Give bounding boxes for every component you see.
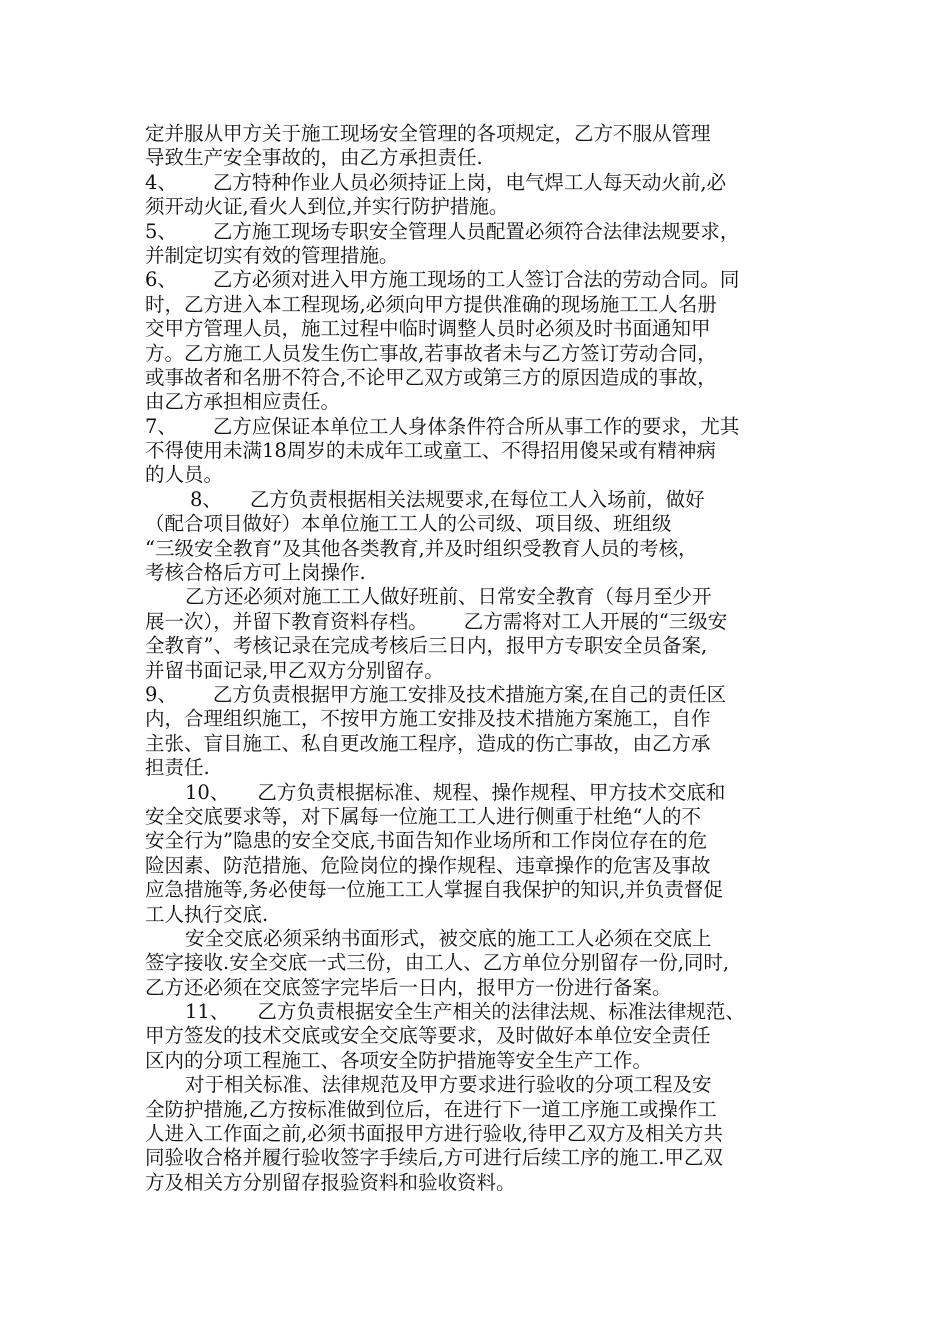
text-line: 全防护措施,乙方按标准做到位后，在进行下一道工序施工或操作工 — [145, 1097, 717, 1121]
text-line: 签字接收.安全交底一式三份，由工人、乙方单位分别留存一份,同时, — [145, 951, 730, 975]
text-line: 安全交底必须采纳书面形式，被交底的施工工人必须在交底上 — [185, 926, 712, 950]
clause-6 — [145, 268, 810, 292]
clause-number: 6、 — [145, 268, 177, 292]
text-line: 方。乙方施工人员发生伤亡事故,若事故者未与乙方签订劳动合同， — [145, 341, 717, 365]
text-line: 工人执行交底. — [145, 902, 269, 926]
text-line: 乙方还必须在交底签字完毕后一日内，报甲方一份进行备案。 — [145, 975, 672, 999]
text-line: 同验收合格并履行验收签字手续后,方可进行后续工序的施工.甲乙双 — [145, 1146, 723, 1170]
text-line: 安全行为”隐患的安全交底,书面告知作业场所和工作岗位存在的危 — [145, 829, 708, 853]
clause-number: 9、 — [145, 682, 177, 706]
text-line: 不得使用未满18周岁的未成年工或童工、不得招用傻呆或有精神病 — [145, 439, 716, 463]
text-line: 乙方负责根据相关法规要求,在每位工人入场前，做好 — [249, 487, 705, 511]
text-line: 交甲方管理人员，施工过程中临时调整人员时必须及时书面通知甲 — [145, 317, 711, 341]
text-line-with-continuation — [145, 610, 810, 634]
clause-number: 5、 — [145, 219, 177, 243]
clause-11 — [145, 1000, 810, 1024]
text-line: 担责任. — [145, 756, 210, 780]
text-line: 须开动火证,看火人到位,并实行防护措施。 — [145, 195, 509, 219]
clause-5 — [145, 220, 810, 244]
text-line: 乙方负责根据甲方施工安排及技术措施方案,在自己的责任区 — [212, 682, 727, 706]
text-line: 并留书面记录,甲乙双方分别留存。 — [145, 658, 444, 682]
clause-4 — [145, 171, 810, 195]
text-line: 乙方特种作业人员必须持证上岗，电气焊工人每天动火前,必 — [212, 170, 727, 194]
text-line: 全教育”、考核记录在完成考核后三日内，报甲方专职安全员备案, — [145, 634, 708, 658]
text-line: 对于相关标准、法律规范及甲方要求进行验收的分项工程及安 — [185, 1073, 712, 1097]
clause-number: 4、 — [145, 170, 177, 194]
text-line: 乙方需将对工人开展的“三级安 — [463, 609, 728, 633]
text-line: 险因素、防范措施、危险岗位的操作规程、违章操作的危害及事故 — [145, 853, 711, 877]
text-line: 人进入工作面之前,必须书面报甲方进行验收,待甲乙双方及相关方共 — [145, 1122, 723, 1146]
document-body — [145, 122, 810, 1195]
text-line: 乙方必须对进入甲方施工现场的工人签订合法的劳动合同。同 — [212, 268, 740, 292]
text-line: 展一次），并留下教育资料存档。 — [145, 609, 428, 633]
text-line: 内，合理组织施工，不按甲方施工安排及技术措施方案施工，自作 — [145, 707, 711, 731]
text-line: 并制定切实有效的管理措施。 — [145, 243, 399, 267]
clause-9 — [145, 683, 810, 707]
text-line: 应急措施等,务必使每一位施工工人掌握自我保护的知识,并负责督促 — [145, 878, 723, 902]
text-line: 导致生产安全事故的，由乙方承担责任. — [145, 146, 483, 170]
text-line: 乙方应保证本单位工人身体条件符合所从事工作的要求，尤其 — [212, 414, 740, 438]
clause-number: 11、 — [185, 1000, 230, 1024]
clause-7 — [145, 415, 810, 439]
text-line: 由乙方承担相应责任。 — [145, 390, 341, 414]
text-line: 区内的分项工程施工、各项安全防护措施等安全生产工作。 — [145, 1048, 653, 1072]
text-line: 乙方负责根据标准、规程、操作规程、甲方技术交底和 — [257, 780, 726, 804]
text-line: 考核合格后方可上岗操作. — [145, 561, 366, 585]
text-line: “三级安全教育”及其他各类教育,并及时组织受教育人员的考核， — [145, 536, 698, 560]
clause-10 — [145, 781, 810, 805]
text-line: 乙方还必须对施工工人做好班前、日常安全教育（每月至少开 — [185, 585, 712, 609]
text-line: 的人员。 — [145, 463, 224, 487]
text-line: 甲方签发的技术交底或安全交底等要求，及时做好本单位安全责任 — [145, 1024, 711, 1048]
text-line: 定并服从甲方关于施工现场安全管理的各项规定，乙方不服从管理 — [145, 122, 711, 145]
text-line: 安全交底要求等，对下属每一位施工工人进行侧重于杜绝“人的不 — [145, 804, 701, 828]
clause-number: 10、 — [185, 780, 230, 804]
text-line: 乙方负责根据安全生产相关的法律法规、标准法律规范、 — [257, 1000, 745, 1024]
clause-number: 8、 — [190, 487, 222, 511]
text-line: （配合项目做好）本单位施工工人的公司级、项目级、班组级 — [145, 512, 672, 536]
clause-number: 7、 — [145, 414, 177, 438]
text-line: 乙方施工现场专职安全管理人员配置必须符合法律法规要求， — [212, 219, 740, 243]
text-line: 时，乙方进入本工程现场,必须向甲方提供准确的现场施工工人名册 — [145, 292, 717, 316]
clause-8 — [145, 488, 810, 512]
text-line: 主张、盲目施工、私自更改施工程序，造成的伤亡事故，由乙方承 — [145, 731, 711, 755]
text-line: 或事故者和名册不符合,不论甲乙双方或第三方的原因造成的事故， — [145, 365, 717, 389]
text-line: 方及相关方分别留存报验资料和验收资料。 — [145, 1170, 516, 1194]
